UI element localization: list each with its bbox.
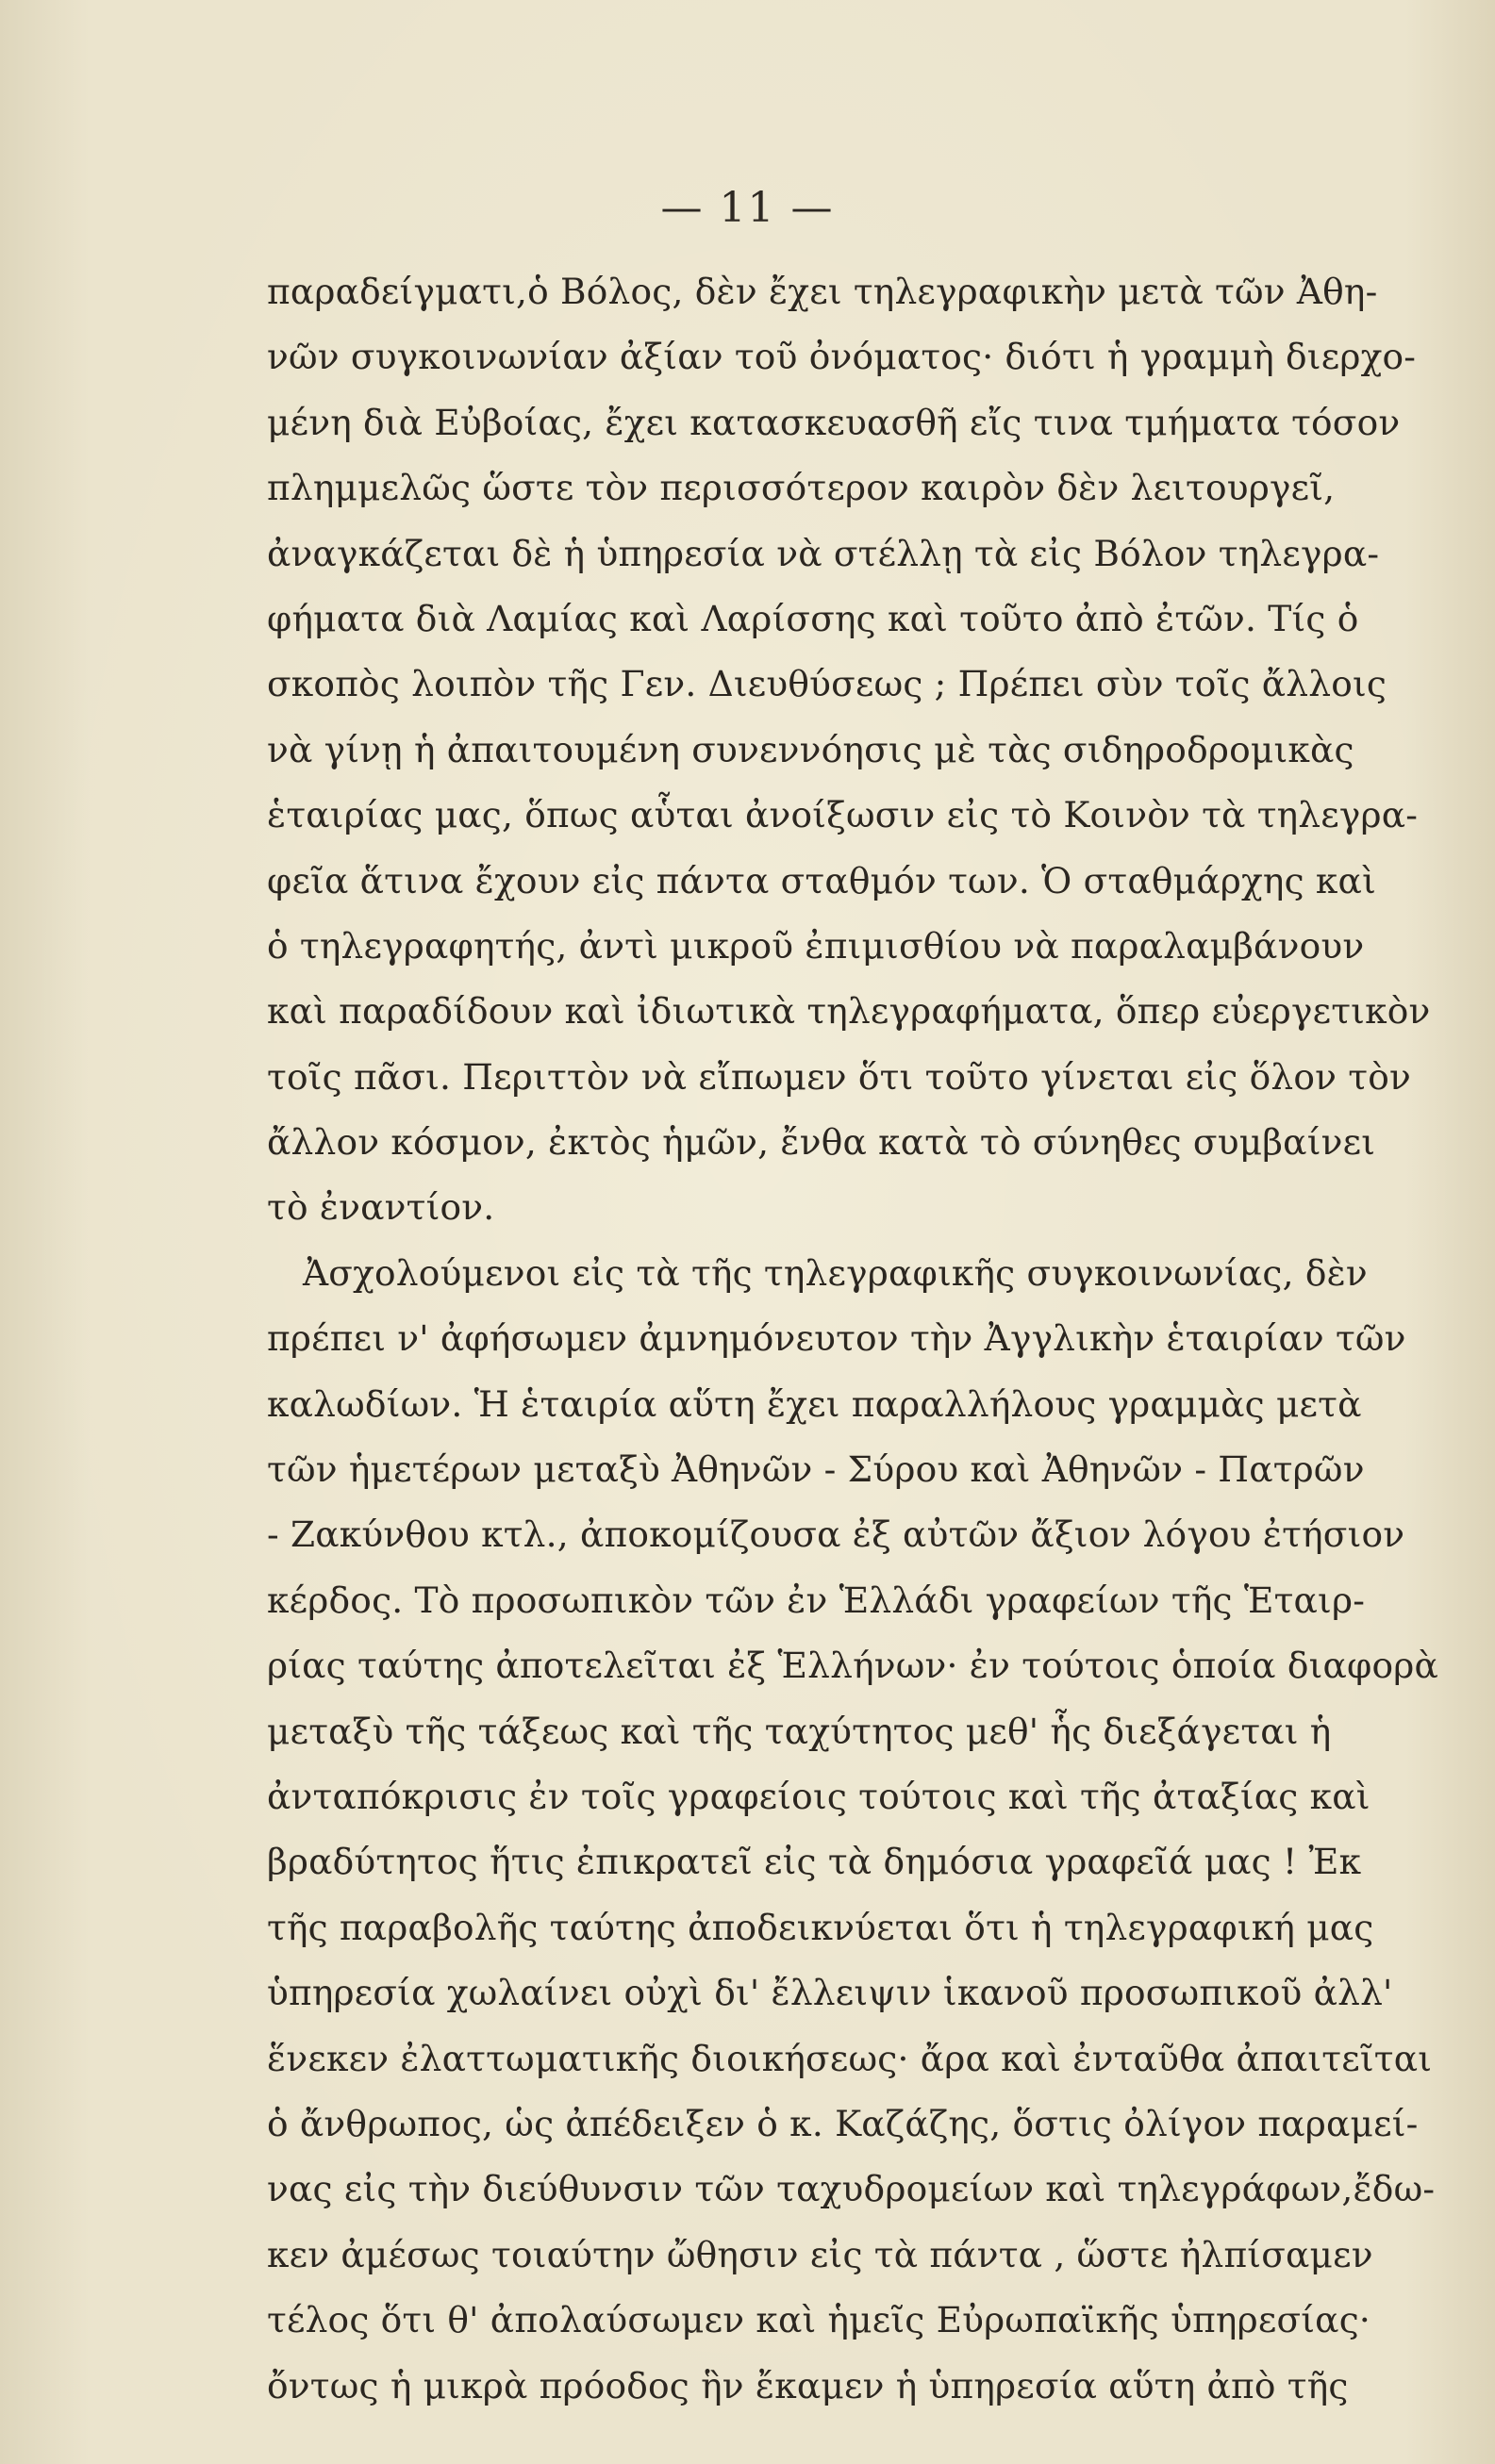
- text-line: νῶν συγκοινωνίαν ἀξίαν τοῦ ὀνόματος· διότι ἡ γραμμὴ διερχο-: [267, 336, 1417, 378]
- paragraph: [267, 259, 1431, 1241]
- text-line: πρέπει ν' ἀφήσωμεν ἀμνημόνευτον τὴν Ἀγγλικὴν ἑταιρίαν τῶν: [267, 1317, 1406, 1360]
- text-line: τῆς παραβολῆς ταύτης ἀποδεικνύεται ὅτι ἡ τηλεγραφική μας: [267, 1906, 1374, 1948]
- text-line: ρίας ταύτης ἀποτελεῖται ἐξ Ἑλλήνων· ἐν τούτοις ὁποία διαφορὰ: [267, 1645, 1439, 1687]
- text-line: ἄλλον κόσμον, ἐκτὸς ἡμῶν, ἔνθα κατὰ τὸ σύνηθες συμβαίνει: [267, 1121, 1376, 1164]
- text-line: νὰ γίνῃ ἡ ἀπαιτουμένη συνεννόησις μὲ τὰς σιδηροδρομικὰς: [267, 728, 1354, 770]
- page-number: — 11 —: [660, 184, 835, 232]
- text-line: τέλος ὅτι θ' ἀπολαύσωμεν καὶ ἡμεῖς Εὐρωπαϊκῆς ὑπηρεσίας·: [267, 2299, 1371, 2341]
- text-line: ἀνταπόκρισις ἐν τοῖς γραφείοις τούτοις καὶ τῆς ἀταξίας καὶ: [267, 1775, 1370, 1817]
- text-line: φεῖα ἅτινα ἔχουν εἰς πάντα σταθμόν των. Ὁ σταθμάρχης καὶ: [267, 859, 1376, 901]
- text-line: τὸ ἐναντίον.: [267, 1186, 495, 1229]
- text-line: - Ζακύνθου κτλ., ἀποκομίζουσα ἐξ αὐτῶν ἄξιον λόγου ἐτήσιον: [267, 1513, 1405, 1556]
- body-text: [267, 259, 1439, 2419]
- text-line: τῶν ἡμετέρων μεταξὺ Ἀθηνῶν - Σύρου καὶ Ἀθηνῶν - Πατρῶν: [267, 1448, 1365, 1491]
- text-line: νας εἰς τὴν διεύθυνσιν τῶν ταχυδρομείων καὶ τηλεγράφων,ἔδω-: [267, 2168, 1436, 2210]
- text-line: ὁ τηλεγραφητής, ἀντὶ μικροῦ ἐπιμισθίου νὰ παραλαμβάνουν: [267, 924, 1365, 967]
- text-line: βραδύτητος ἥτις ἐπικρατεῖ εἰς τὰ δημόσια γραφεῖά μας ! Ἐκ: [267, 1841, 1362, 1883]
- text-line: καλωδίων. Ἡ ἑταιρία αὕτη ἔχει παραλλήλους γραμμὰς μετὰ: [267, 1382, 1362, 1425]
- text-line: κεν ἀμέσως τοιαύτην ὤθησιν εἰς τὰ πάντα , ὥστε ἠλπίσαμεν: [267, 2233, 1373, 2275]
- text-line: τοῖς πᾶσι. Περιττὸν νὰ εἴπωμεν ὅτι τοῦτο γίνεται εἰς ὅλον τὸν: [267, 1055, 1411, 1098]
- text-line: ἀναγκάζεται δὲ ἡ ὑπηρεσία νὰ στέλλῃ τὰ εἰς Βόλον τηλεγρα-: [267, 532, 1380, 574]
- text-line: ὑπηρεσία χωλαίνει οὐχὶ δι' ἔλλειψιν ἱκανοῦ προσωπικοῦ ἀλλ': [267, 1972, 1393, 2014]
- text-line: ὄντως ἡ μικρὰ πρόοδος ἣν ἔκαμεν ἡ ὑπηρεσία αὕτη ἀπὸ τῆς: [267, 2364, 1349, 2406]
- text-line: ἕνεκεν ἐλαττωματικῆς διοικήσεως· ἄρα καὶ ἐνταῦθα ἀπαιτεῖται: [267, 2037, 1433, 2079]
- text-line: Ἀσχολούμενοι εἰς τὰ τῆς τηλεγραφικῆς συγκοινωνίας, δὲν: [303, 1251, 1368, 1294]
- text-line: σκοπὸς λοιπὸν τῆς Γεν. Διευθύσεως ; Πρέπει σὺν τοῖς ἄλλοις: [267, 663, 1387, 705]
- text-line: παραδείγματι,ὁ Βόλος, δὲν ἔχει τηλεγραφικὴν μετὰ τῶν Ἀθη-: [267, 271, 1378, 312]
- text-line: ἑταιρίας μας, ὅπως αὗται ἀνοίξωσιν εἰς τὸ Κοινὸν τὰ τηλεγρα-: [267, 794, 1419, 836]
- text-line: μεταξὺ τῆς τάξεως καὶ τῆς ταχύτητος μεθ' ἧς διεξάγεται ἡ: [267, 1710, 1332, 1752]
- text-line: πλημμελῶς ὥστε τὸν περισσότερον καιρὸν δὲν λειτουργεῖ,: [267, 467, 1336, 509]
- text-line: μένη διὰ Εὐβοίας, ἔχει κατασκευασθῆ εἴς τινα τμήματα τόσον: [267, 401, 1401, 443]
- text-line: καὶ παραδίδουν καὶ ἰδιωτικὰ τηλεγραφήματα, ὅπερ εὐεργετικὸν: [267, 990, 1431, 1033]
- paragraph: [267, 1241, 1439, 2419]
- text-line: φήματα διὰ Λαμίας καὶ Λαρίσσης καὶ τοῦτο ἀπὸ ἐτῶν. Τίς ὁ: [267, 597, 1359, 639]
- text-line: κέρδος. Τὸ προσωπικὸν τῶν ἐν Ἑλλάδι γραφείων τῆς Ἑταιρ-: [267, 1579, 1366, 1621]
- text-line: ὁ ἄνθρωπος, ὡς ἀπέδειξεν ὁ κ. Καζάζης, ὅστις ὀλίγον παραμεί-: [267, 2102, 1419, 2144]
